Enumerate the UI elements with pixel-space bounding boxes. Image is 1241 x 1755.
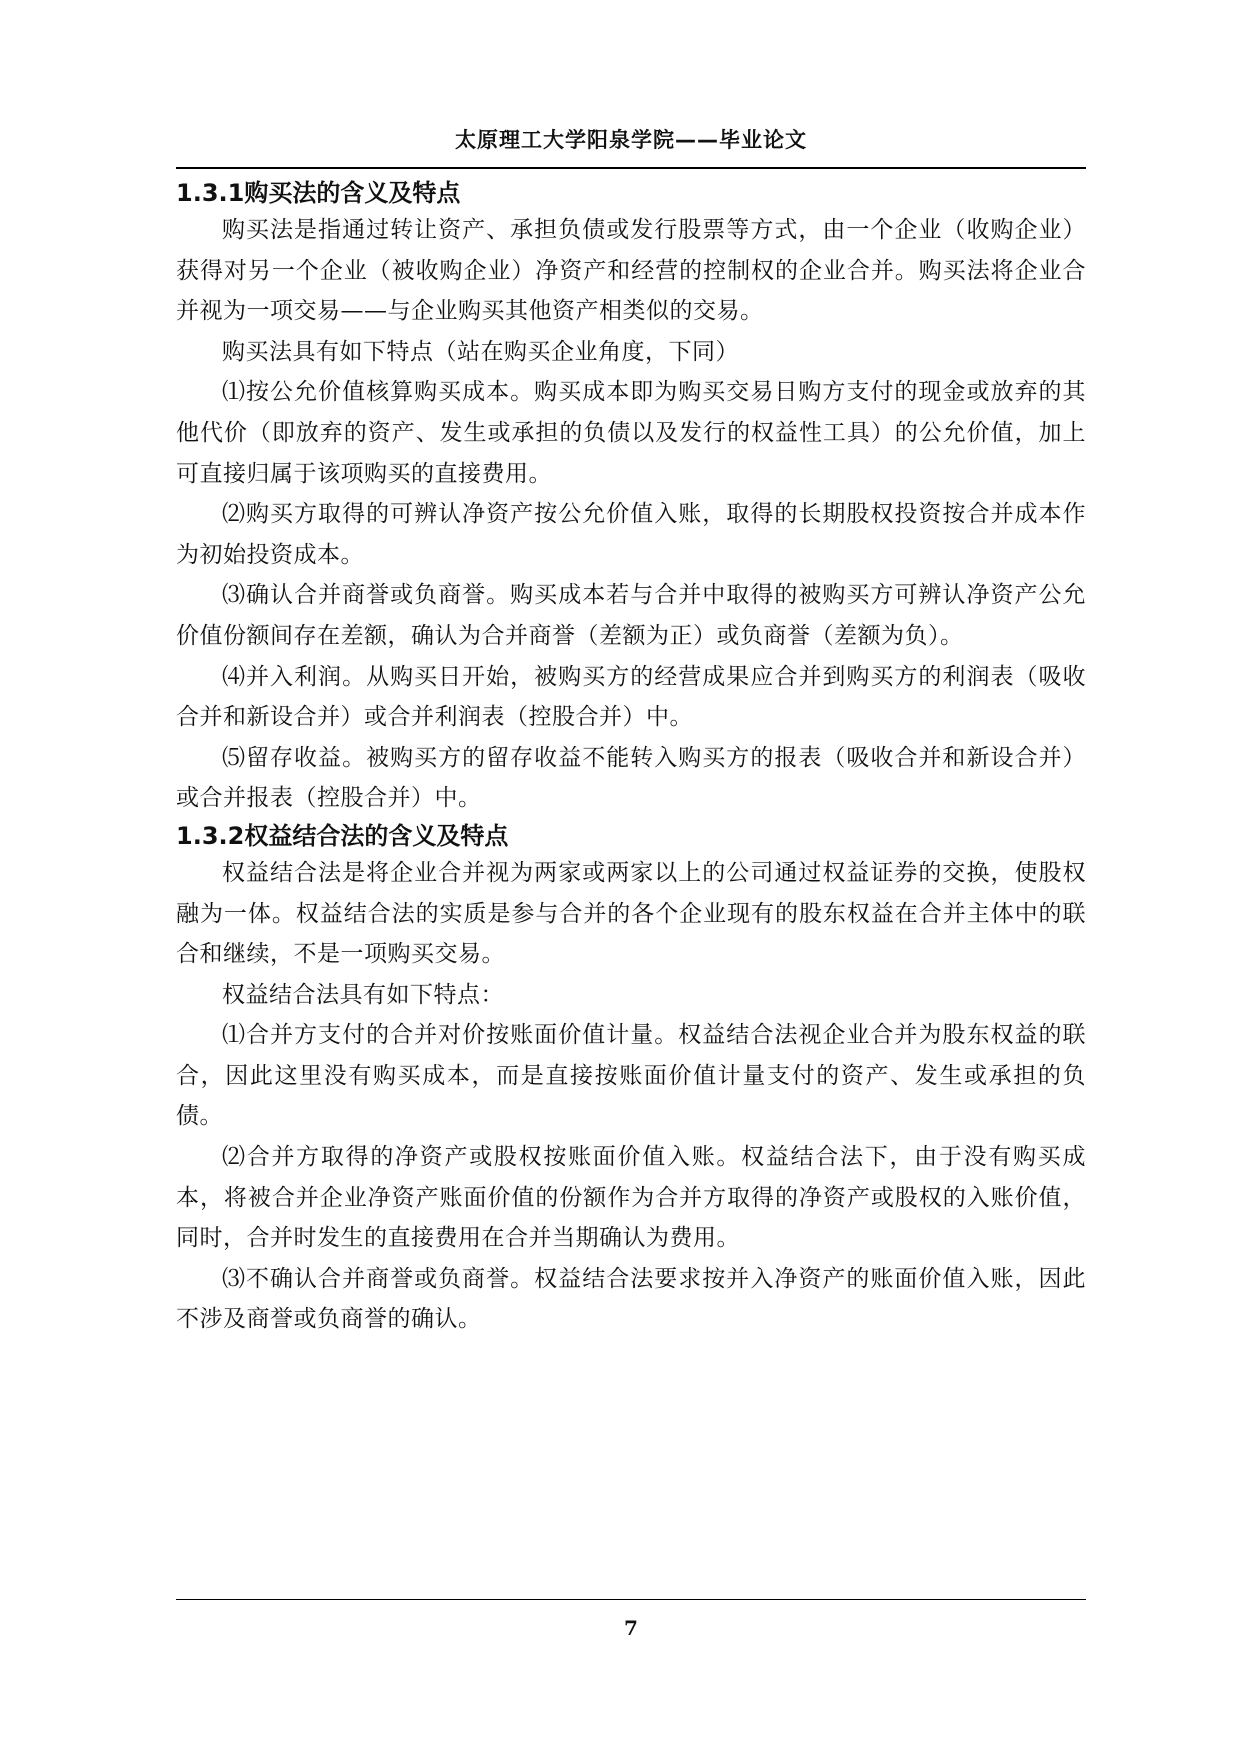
list-item: ⑵合并方取得的净资产或股权按账面价值入账。权益结合法下，由于没有购买成本，将被合并企业净资产账面价值的份额作为合并方取得的净资产或股权的入账价值，同时，合并时发生的直接费用在合并当期确认为费用。: [176, 1144, 1086, 1252]
list-item: ⑴合并方支付的合并对价按账面价值计量。权益结合法视企业合并为股东权益的联合，因此这里没有购买成本，而是直接按账面价值计量支付的资产、发生或承担的负债。: [176, 1022, 1086, 1130]
header-rule: [176, 167, 1086, 169]
paragraph: 权益结合法具有如下特点：: [222, 981, 504, 1008]
list-item: ⑶确认合并商誉或负商誉。购买成本若与合并中取得的被购买方可辨认净资产公允价值份额间存在差额，确认为合并商誉（差额为正）或负商誉（差额为负）。: [176, 582, 1086, 649]
paragraph: 权益结合法是将企业合并视为两家或两家以上的公司通过权益证券的交换，使股权融为一体。权益结合法的实质是参与合并的各个企业现有的股东权益在合并主体中的联合和继续，不是一项购买交易。: [176, 859, 1086, 968]
list-item: ⑸留存收益。被购买方的留存收益不能转入购买方的报表（吸收合并和新设合并）或合并报表（控股合并）中。: [176, 744, 1086, 812]
list-item: ⑴按公允价值核算购买成本。购买成本即为购买交易日购方支付的现金或放弃的其他代价（即放弃的资产、发生或承担的负债以及发行的权益性工具）的公允价值，加上可直接归属于该项购买的直接费用。: [176, 379, 1086, 487]
section-heading-1-3-2: 1.3.2权益结合法的含义及特点: [176, 821, 509, 850]
page-number: 7: [624, 1616, 638, 1640]
paragraph: 购买法是指通过转让资产、承担负债或发行股票等方式，由一个企业（收购企业）获得对另一个企业（被收购企业）净资产和经营的控制权的企业合并。购买法将企业合并视为一项交易——与企业购买其他资产相类似的交易。: [176, 217, 1086, 325]
page-header-title: 太原理工大学阳泉学院——毕业论文: [455, 128, 807, 152]
document-body: [176, 176, 1086, 1340]
list-item: ⑶不确认合并商誉或负商誉。权益结合法要求按并入净资产的账面价值入账，因此不涉及商誉或负商誉的确认。: [176, 1265, 1086, 1333]
paragraph: 购买法具有如下特点（站在购买企业角度，下同）: [222, 338, 739, 365]
list-item: ⑵购买方取得的可辨认净资产按公允价值入账，取得的长期股权投资按合并成本作为初始投资成本。: [176, 501, 1086, 568]
footer-rule: [176, 1599, 1086, 1600]
list-item: ⑷并入利润。从购买日开始，被购买方的经营成果应合并到购买方的利润表（吸收合并和新设合并）或合并利润表（控股合并）中。: [176, 663, 1086, 731]
section-heading-1-3-1: 1.3.1购买法的含义及特点: [176, 179, 461, 207]
